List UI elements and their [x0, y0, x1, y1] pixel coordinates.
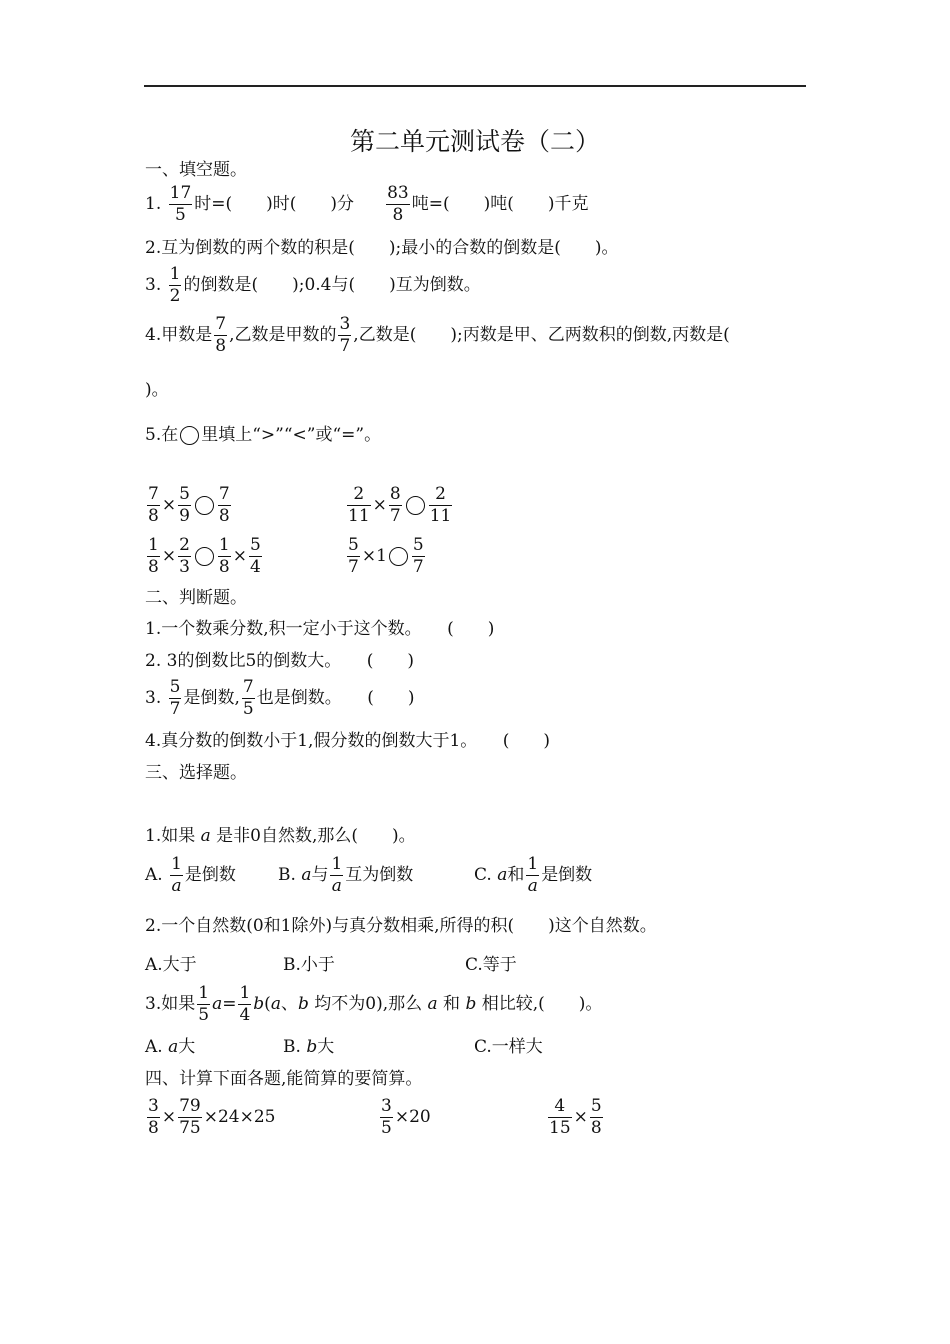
calc-item-3: $\frac{4}{15}$ × $\frac{5}{8}$: [549, 1096, 602, 1138]
fraction: $\frac{2}{3}$: [179, 535, 190, 577]
question-1-3: 3. $\frac{1}{2}$ 的倒数是( );0.4与( )互为倒数。: [145, 264, 481, 306]
calc-item-2: $\frac{3}{5}$ ×20: [381, 1096, 431, 1138]
fraction: $\frac{7}{8}$: [148, 484, 159, 526]
option-3-2-b[interactable]: B.小于: [283, 955, 335, 975]
fraction: $\frac{5}{7}$: [169, 677, 181, 719]
question-1-4-continued: )。: [145, 380, 169, 400]
question-3-1: 1.如果 a 是非0自然数,那么( )。: [145, 826, 416, 846]
option-3-1-c[interactable]: C. a和 $\frac{1}{a}$ 是倒数: [474, 854, 593, 896]
section-4-heading: 四、计算下面各题,能简算的要简算。: [145, 1069, 423, 1089]
fraction: $\frac{5}{4}$: [249, 535, 261, 577]
fraction: $\frac{1}{4}$: [239, 983, 251, 1025]
page-title: 第二单元测试卷（二）: [349, 127, 600, 156]
option-3-3-a[interactable]: A. a大: [145, 1037, 196, 1057]
fraction: $\frac{1}{a}$: [331, 854, 343, 896]
fraction: $\frac{8}{7}$: [389, 484, 401, 526]
answer-circle[interactable]: [389, 547, 408, 566]
fraction: $\frac{5}{7}$: [412, 535, 424, 577]
compare-item-4: $\frac{5}{7}$ ×1 $\frac{5}{7}$: [348, 535, 424, 577]
option-3-2-a[interactable]: A.大于: [145, 955, 197, 975]
fraction: $\frac{2}{11}$: [348, 484, 370, 526]
option-3-3-b[interactable]: B. b大: [283, 1037, 335, 1057]
option-3-1-a[interactable]: A. $\frac{1}{a}$ 是倒数: [145, 854, 236, 896]
fraction: $\frac{5}{7}$: [348, 535, 359, 577]
question-1-1: 1. $\frac{17}{5}$ 时=( )时( )分 $\frac{83}{8}$ 吨=( )吨( )千克: [145, 183, 589, 225]
question-2-2: 2. 3的倒数比5的倒数大。 ( ): [145, 651, 415, 671]
fraction: $\frac{1}{8}$: [218, 535, 230, 577]
fraction: $\frac{7}{8}$: [218, 484, 230, 526]
compare-item-2: $\frac{2}{11}$ × $\frac{8}{7}$ $\frac{2}{11}$: [348, 484, 452, 526]
fraction: $\frac{2}{11}$: [429, 484, 452, 526]
answer-circle[interactable]: [406, 496, 425, 515]
question-2-1: 1.一个数乘分数,积一定小于这个数。 ( ): [145, 619, 495, 639]
fraction: $\frac{4}{15}$: [549, 1096, 571, 1138]
option-3-3-c[interactable]: C.一样大: [474, 1037, 543, 1057]
fraction: $\frac{5}{9}$: [179, 484, 190, 526]
question-1-2: 2.互为倒数的两个数的积是( );最小的合数的倒数是( )。: [145, 238, 619, 258]
fraction: $\frac{83}{8}$: [387, 183, 409, 225]
option-3-2-c[interactable]: C.等于: [465, 955, 517, 975]
section-1-heading: 一、填空题。: [145, 160, 247, 180]
calc-item-1: $\frac{3}{8}$ × $\frac{79}{75}$ ×24×25: [148, 1096, 276, 1138]
answer-circle[interactable]: [180, 426, 199, 445]
top-rule: [144, 85, 806, 87]
fraction: $\frac{1}{8}$: [148, 535, 159, 577]
question-2-3: 3. $\frac{5}{7}$ 是倒数, $\frac{7}{5}$ 也是倒数。 ( ): [145, 677, 415, 719]
compare-item-3: $\frac{1}{8}$ × $\frac{2}{3}$ $\frac{1}{8}$ × $\frac{5}{4}$: [148, 535, 261, 577]
question-3-3: 3.如果 $\frac{1}{5}$ a= $\frac{1}{4}$ b(a、b 均不为0),那么 a 和 b 相比较,( )。: [145, 983, 603, 1025]
answer-circle[interactable]: [195, 496, 214, 515]
question-2-4: 4.真分数的倒数小于1,假分数的倒数大于1。 ( ): [145, 731, 551, 751]
compare-item-1: $\frac{7}{8}$ × $\frac{5}{9}$ $\frac{7}{8}$: [148, 484, 230, 526]
fraction: $\frac{79}{75}$: [179, 1096, 201, 1138]
fraction: $\frac{1}{a}$: [527, 854, 539, 896]
option-3-1-b[interactable]: B. a与 $\frac{1}{a}$ 互为倒数: [278, 854, 414, 896]
fraction: $\frac{7}{8}$: [215, 314, 227, 356]
fraction: $\frac{17}{5}$: [169, 183, 192, 225]
fraction: $\frac{1}{5}$: [198, 983, 210, 1025]
fraction: $\frac{3}{5}$: [381, 1096, 392, 1138]
question-1-4: 4.甲数是 $\frac{7}{8}$ ,乙数是甲数的 $\frac{3}{7}$ ,乙数是( );丙数是甲、乙两数积的倒数,丙数是(: [145, 314, 730, 356]
question-3-2: 2.一个自然数(0和1除外)与真分数相乘,所得的积( )这个自然数。: [145, 916, 657, 936]
fraction: $\frac{3}{7}$: [339, 314, 351, 356]
fraction: $\frac{7}{5}$: [242, 677, 254, 719]
fraction: $\frac{1}{a}$: [171, 854, 182, 896]
fraction: $\frac{1}{2}$: [169, 264, 181, 306]
question-1-5: 5.在 里填上“>”“<”或“=”。: [145, 425, 382, 445]
section-3-heading: 三、选择题。: [145, 763, 247, 783]
section-2-heading: 二、判断题。: [145, 588, 247, 608]
answer-circle[interactable]: [195, 547, 214, 566]
fraction: $\frac{5}{8}$: [590, 1096, 602, 1138]
fraction: $\frac{3}{8}$: [148, 1096, 159, 1138]
